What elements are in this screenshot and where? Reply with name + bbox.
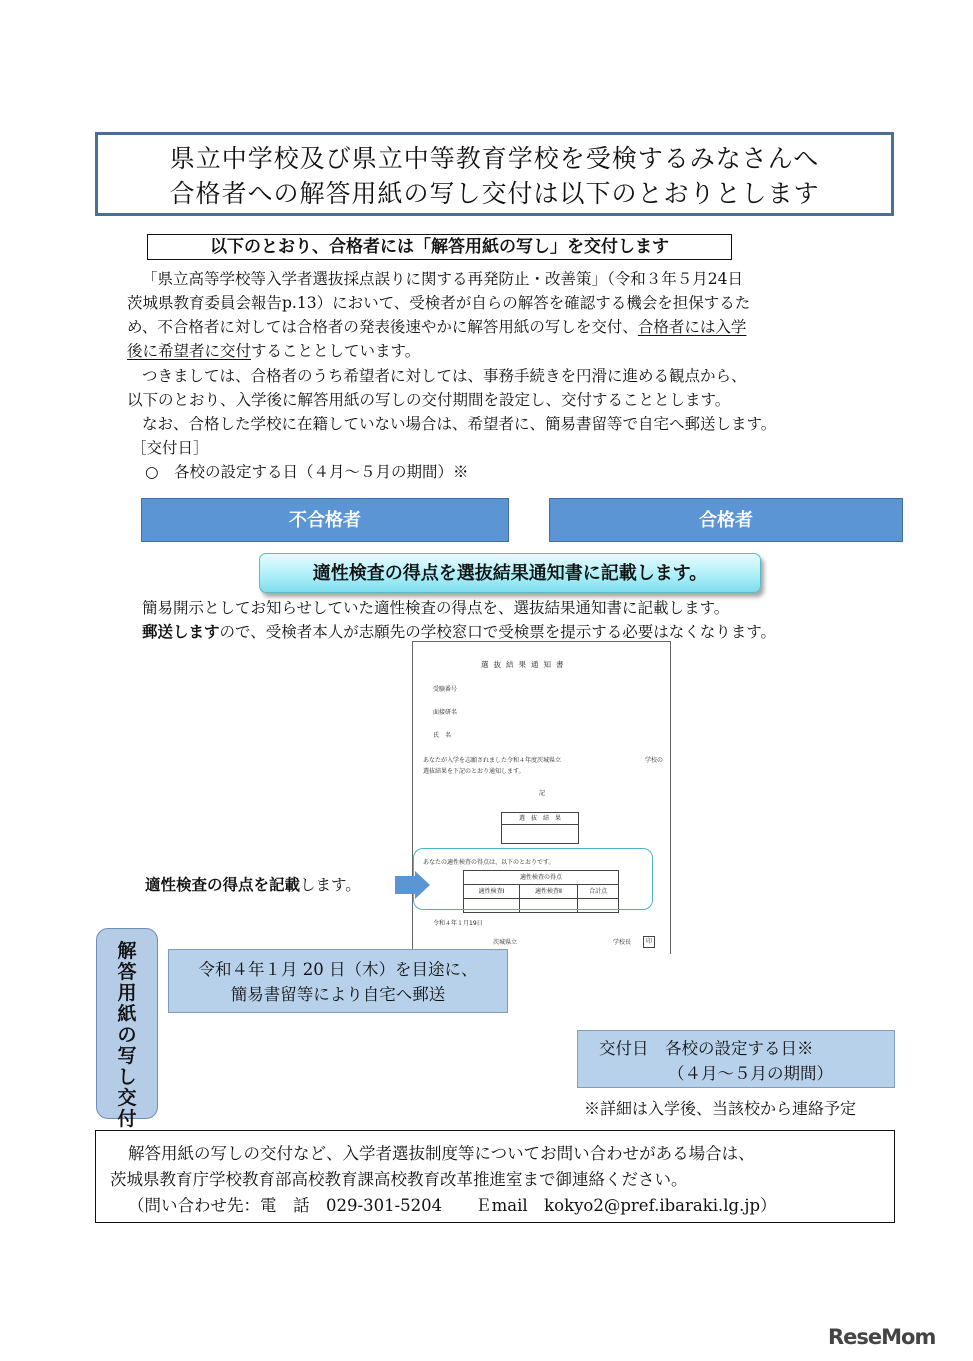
contact-line-2: 茨城県教育庁学校教育部高校教育課高校教育改革推進室まで御連絡ください。: [110, 1170, 688, 1189]
notice-field-number: 受験番号: [433, 686, 458, 693]
delivery-box-line-1: 交付日 各校の設定する日※: [599, 1039, 814, 1058]
mail-delivery-box: [168, 949, 508, 1013]
body-line-2: 茨城県教育委員会報告p.13）において、受検者が自らの解答を確認する機会を担保するた: [127, 294, 751, 312]
notice-score-header: 適性検査の得点: [464, 871, 619, 885]
column-header-rejected: 不合格者: [141, 498, 509, 542]
vertical-char: 付: [117, 1108, 137, 1130]
vertical-char: 紙: [117, 1003, 137, 1025]
notice-title: 選抜結果通知書: [481, 660, 569, 669]
callout-label-bold: 適性検査の得点を記載: [145, 876, 301, 894]
page-title-box: [95, 132, 894, 216]
explain-line-1: 簡易開示としてお知らせしていた適性検査の得点を、選抜結果通知書に記載します。: [142, 599, 730, 617]
callout-label-rest: します。: [300, 876, 361, 894]
body-line-5: つきましては、合格者のうち希望者に対しては、事務手続きを円滑に進める観点から、: [142, 367, 747, 385]
underlined-text-2: 後に希望者に交付: [127, 342, 252, 360]
notice-score-text: あなたの適性検査の得点は、以下のとおりです。: [423, 859, 555, 866]
notice-principal: 学校長: [613, 939, 632, 946]
notice-field-school: 面接研名: [433, 709, 458, 716]
vertical-char: 用: [117, 982, 137, 1004]
underlined-text-1: 合格者には入学: [637, 318, 747, 336]
delivery-box-line-2: （４月～５月の期間）: [668, 1064, 833, 1083]
notice-field-name: 氏 名: [433, 732, 452, 739]
notice-score-col-2: 適性検査Ⅱ: [519, 885, 577, 899]
callout-label: [145, 873, 361, 897]
page-title-line2: 合格者への解答用紙の写し交付は以下のとおりとします: [169, 179, 820, 208]
notice-result-label: 選 抜 結 果: [502, 813, 578, 825]
notice-text-1: あなたが入学を志願されました令和４年度茨城県立: [423, 757, 562, 764]
notice-text-2: 選抜結果を下記のとおり通知します。: [423, 768, 525, 775]
body-line-4-end: することとしています。: [251, 342, 421, 360]
vertical-char: 答: [117, 961, 137, 983]
vertical-char: 交: [117, 1087, 137, 1109]
body-line-6: 以下のとおり、入学後に解答用紙の写しの交付期間を設定し、交付することとします。: [127, 391, 731, 409]
body-line-3-start: め、不合格者に対しては合格者の発表後速やかに解答用紙の写しを交付、: [127, 318, 638, 336]
vertical-char: の: [117, 1024, 137, 1046]
right-arrow-icon: [395, 871, 430, 899]
subheading: 以下のとおり、合格者には「解答用紙の写し」を交付します: [147, 234, 732, 260]
body-line-4: [127, 339, 420, 363]
contact-box: [95, 1130, 895, 1223]
explain-bold: 郵送します: [142, 623, 220, 641]
delivery-date-box: [577, 1030, 895, 1088]
notice-result-box: [501, 812, 579, 844]
vertical-char: 解: [117, 940, 137, 962]
vertical-char: 写: [117, 1045, 137, 1067]
notice-seal: 印: [643, 936, 655, 948]
notice-ki: 記: [539, 790, 546, 797]
mail-box-line-1: 令和４年１月 20 日（木）を目途に、: [198, 960, 478, 979]
mail-box-line-2: 簡易書留等により自宅へ郵送: [230, 985, 446, 1004]
vertical-label-answer-copy: [96, 928, 158, 1130]
page-title-line1: 県立中学校及び県立中等教育学校を受検するみなさんへ: [169, 144, 820, 173]
score-callout-frame: [413, 848, 653, 910]
body-line-3: [127, 315, 746, 339]
vertical-char: し: [117, 1066, 137, 1088]
resemom-logo: ReseMom: [828, 1325, 936, 1349]
contact-line-3: （問い合わせ先：電 話 029-301-5204 Ｅmail kokyo2@pref.ibaraki.lg.jp）: [128, 1196, 777, 1215]
notice-sign: 茨城県立: [493, 939, 518, 946]
notice-score-col-3: 合計点: [578, 885, 619, 899]
notice-score-col-1: 適性検査Ⅰ: [464, 885, 520, 899]
column-header-accepted: 合格者: [549, 498, 903, 542]
date-label: ［交付日］: [131, 439, 209, 457]
contact-line-1: 解答用紙の写しの交付など、入学者選抜制度等についてお問い合わせがある場合は、: [128, 1144, 755, 1163]
notice-date: 令和４年１月19日: [433, 920, 483, 927]
highlight-banner: 適性検査の得点を選抜結果通知書に記載します。: [259, 553, 761, 593]
body-line-1: 「県立高等学校等入学者選抜採点誤りに関する再発防止・改善策」（令和３年５月24日: [142, 270, 743, 288]
body-line-7: なお、合格した学校に在籍していない場合は、希望者に、簡易書留等で自宅へ郵送します。: [142, 415, 777, 433]
date-item: ○ 各校の設定する日（４月～５月の期間）※: [145, 463, 469, 481]
explain-rest: ので、受検者本人が志願先の学校窓口で受検票を提示する必要はなくなります。: [219, 623, 776, 641]
notice-text-1b: 学校の: [645, 757, 664, 764]
footnote: ※詳細は入学後、当該校から連絡予定: [584, 1099, 857, 1118]
